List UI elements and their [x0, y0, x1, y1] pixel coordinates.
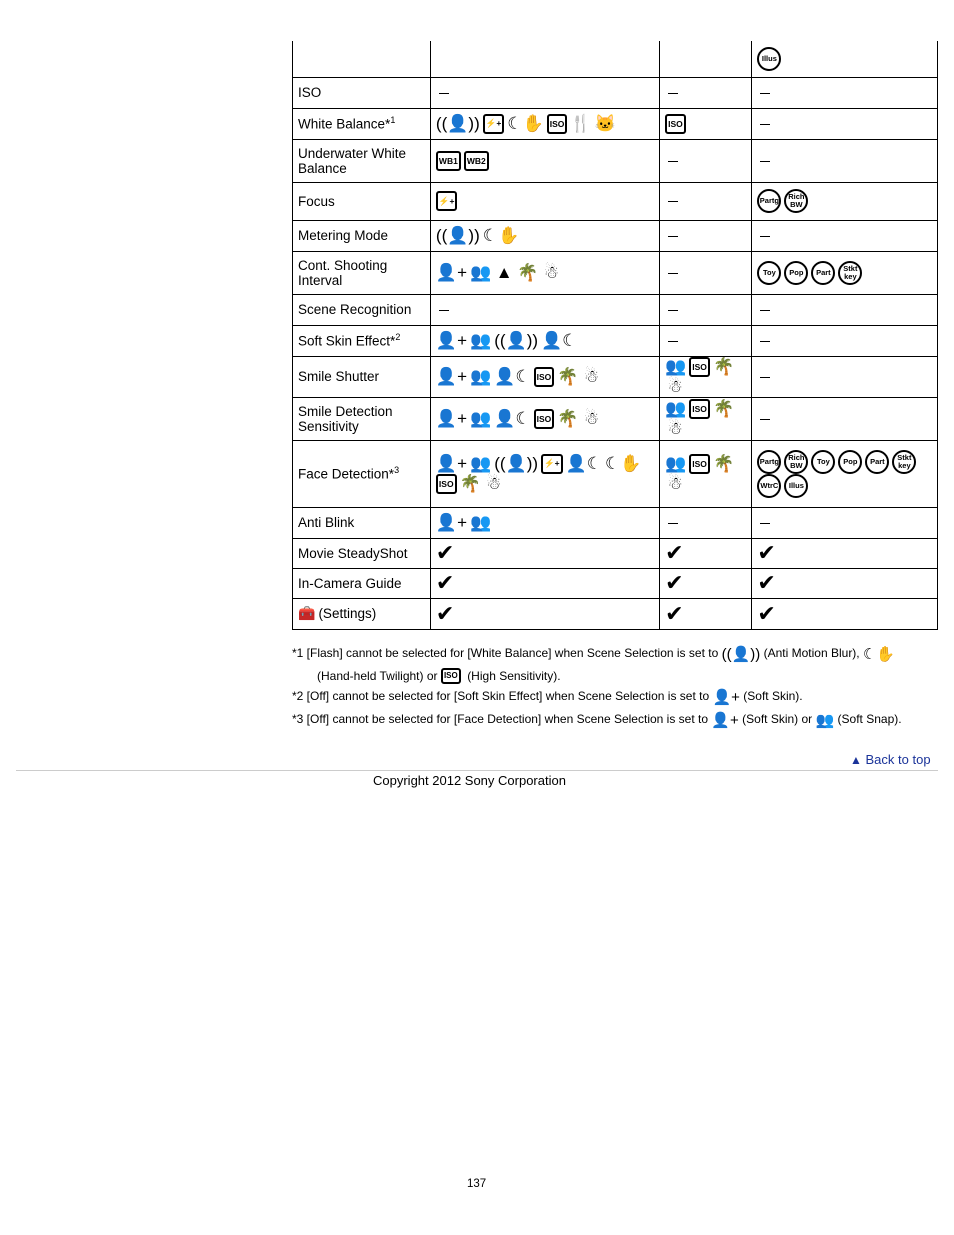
cell-c4 [752, 139, 938, 182]
scene-blank-icon: ☃ [543, 262, 559, 282]
scene-function-table [292, 41, 938, 630]
not-available-dash [668, 236, 678, 237]
cell-c3 [660, 440, 752, 507]
cell-c3 [660, 108, 752, 139]
scene-blank-icon: 👤☾ [541, 330, 578, 350]
scene-pop-icon: Pop [784, 261, 808, 285]
scene-wb1-icon: WB1 [436, 151, 461, 171]
scene-iso-icon: ISO [534, 367, 555, 387]
scene-iso-icon: ISO [689, 357, 710, 377]
cell-c4 [752, 598, 938, 629]
available-check-icon: ✔ [435, 570, 455, 595]
scene-iso-icon: ISO [665, 114, 686, 134]
row-label: White Balance*$^1$ [293, 108, 431, 139]
not-available-dash [668, 273, 678, 274]
scene-blank-icon: 🌴 [557, 366, 579, 386]
row-label: Anti Blink [293, 507, 431, 538]
high-sensitivity-icon: ISO [441, 668, 461, 684]
scene-blank-icon: 👤+ [435, 262, 468, 282]
row-label: Movie SteadyShot [293, 538, 431, 568]
soft-snap-icon: 👥 [815, 711, 835, 729]
soft-skin-icon: 👤+ [711, 711, 739, 729]
not-available-dash [760, 93, 770, 94]
row-label: ISO [293, 77, 431, 108]
soft-skin-icon: 👤+ [712, 689, 740, 706]
cell-c4 [752, 77, 938, 108]
available-check-icon: ✔ [665, 540, 684, 565]
not-available-dash [439, 93, 449, 94]
cell-c4 [752, 220, 938, 251]
row-label: In-Camera Guide [293, 568, 431, 598]
scene-blank-icon: ⚡+ [541, 454, 563, 474]
not-available-dash [668, 523, 678, 524]
scene-blank-icon: 🌴 [517, 262, 539, 282]
scene-blank-icon: 🐱 [594, 113, 616, 133]
cell-c4 [752, 251, 938, 294]
cell-c4 [752, 507, 938, 538]
cell-c4 [752, 538, 938, 568]
row-label [293, 41, 431, 77]
cell-c2 [430, 41, 659, 77]
page-number: 137 [467, 1178, 487, 1190]
scene-pop-icon: Pop [838, 450, 862, 474]
row-label: Cont. Shooting Interval [293, 251, 431, 294]
table-row [293, 538, 938, 568]
divider [16, 770, 938, 771]
cell-c4 [752, 108, 938, 139]
footnotes [292, 643, 940, 731]
cell-c4 [752, 182, 938, 220]
back-to-top-link[interactable]: ▲ Back to top [850, 752, 931, 767]
scene-stkt-key-icon: Stkt key [892, 450, 916, 474]
toolbox-icon: 🧰 [298, 605, 316, 621]
not-available-dash [668, 341, 678, 342]
cell-c3 [660, 220, 752, 251]
cell-c4 [752, 568, 938, 598]
scene-blank-icon: 🌴 [712, 453, 735, 473]
cell-c2 [430, 440, 659, 507]
table-row [293, 325, 938, 356]
table-row [293, 251, 938, 294]
cell-c2 [430, 538, 659, 568]
not-available-dash [760, 161, 770, 162]
scene-blank-icon: 👥 [665, 356, 687, 376]
cell-c3 [660, 538, 752, 568]
scene-blank-icon: 🌴 [459, 473, 481, 493]
footnote-1: *1 [Flash] cannot be selected for [White Balance] when Scene Selection is set to ((👤)) (Anti Motion Blur), ☾✋ [292, 643, 940, 666]
row-label: 🧰 (Settings) [293, 598, 431, 629]
scene-iso-icon: ISO [436, 474, 457, 494]
not-available-dash [439, 310, 449, 311]
scene-blank-icon: 👤+ [435, 512, 468, 532]
cell-c2 [430, 325, 659, 356]
up-triangle-icon: ▲ [850, 753, 862, 767]
cell-c3 [660, 356, 752, 397]
anti-motion-blur-icon: ((👤)) [721, 646, 761, 663]
scene-blank-icon: ☾✋ [482, 225, 520, 245]
cell-c2 [430, 139, 659, 182]
available-check-icon: ✔ [435, 600, 455, 626]
scene-blank-icon: 🌴 [712, 398, 735, 418]
cell-c3 [660, 294, 752, 325]
scene-stkt-key-icon: Stkt key [838, 261, 862, 285]
scene-blank-icon: ☃ [583, 366, 600, 386]
scene-iso-icon: ISO [534, 409, 555, 429]
not-available-dash [760, 310, 770, 311]
cell-c3 [660, 397, 752, 440]
available-check-icon: ✔ [665, 600, 684, 626]
cell-c3 [660, 568, 752, 598]
cell-c2 [430, 108, 659, 139]
cell-c4 [752, 41, 938, 77]
cell-c3 [660, 182, 752, 220]
available-check-icon: ✔ [757, 570, 776, 595]
row-label: Soft Skin Effect*$^2$ [293, 325, 431, 356]
cell-c2 [430, 220, 659, 251]
row-label: Smile Detection Sensitivity [293, 397, 431, 440]
scene-blank-icon: ☃ [583, 408, 600, 428]
cell-c2 [430, 251, 659, 294]
table-row [293, 598, 938, 629]
not-available-dash [668, 201, 678, 202]
scene-blank-icon: 👤☾ [494, 366, 531, 386]
not-available-dash [760, 124, 770, 125]
cell-c2 [430, 182, 659, 220]
scene-blank-icon: ⚡+ [436, 191, 458, 211]
scene-blank-icon: 👥 [665, 453, 687, 473]
scene-blank-icon: 👤+ [435, 366, 468, 386]
cell-c3 [660, 41, 752, 77]
scene-blank-icon: 👥 [470, 512, 492, 532]
scene-toy-icon: Toy [811, 450, 835, 474]
cell-c2 [430, 356, 659, 397]
row-label: Smile Shutter [293, 356, 431, 397]
not-available-dash [668, 161, 678, 162]
table-row [293, 568, 938, 598]
table-row [293, 139, 938, 182]
cell-c2 [430, 598, 659, 629]
footnote-2: *2 [Off] cannot be selected for [Soft Skin Effect] when Scene Selection is set to 👤+ (Soft Skin). [292, 686, 940, 709]
row-label: Focus [293, 182, 431, 220]
cell-c4 [752, 294, 938, 325]
scene-blank-icon: 👤+ [435, 330, 468, 350]
cell-c2 [430, 568, 659, 598]
hand-held-twilight-icon: ☾✋ [862, 646, 896, 663]
scene-blank-icon: ((👤)) [494, 330, 539, 350]
table-row [293, 294, 938, 325]
not-available-dash [760, 341, 770, 342]
scene-blank-icon: ☾✋ [507, 113, 544, 133]
cell-c3 [660, 507, 752, 538]
row-label: Scene Recognition [293, 294, 431, 325]
scene-blank-icon: 👤☾ [494, 408, 531, 428]
scene-iso-icon: ISO [689, 454, 710, 474]
cell-c3 [660, 139, 752, 182]
not-available-dash [668, 93, 678, 94]
not-available-dash [760, 419, 770, 420]
scene-wtrc-icon: WtrC [757, 474, 781, 498]
scene-blank-icon: 👥 [470, 366, 492, 386]
scene-blank-icon: 👥 [470, 262, 492, 282]
cell-c3 [660, 598, 752, 629]
scene-part-icon: Part [865, 450, 889, 474]
table-row [293, 397, 938, 440]
available-check-icon: ✔ [757, 600, 776, 626]
scene-rich-bw-icon: Rich BW [784, 189, 808, 213]
scene-blank-icon: ▲ [495, 262, 513, 282]
table-row [293, 77, 938, 108]
scene-partg-icon: Partg [757, 189, 781, 213]
cell-c3 [660, 77, 752, 108]
scene-blank-icon: ⚡+ [483, 114, 505, 134]
scene-blank-icon: ((👤)) [435, 225, 480, 245]
table-row [293, 507, 938, 538]
scene-blank-icon: 🍴 [570, 113, 592, 133]
scene-wb2-icon: WB2 [464, 151, 489, 171]
scene-rich-bw-icon: Rich BW [784, 450, 808, 474]
row-label: Metering Mode [293, 220, 431, 251]
scene-blank-icon: ☃ [667, 376, 683, 396]
cell-c4 [752, 356, 938, 397]
row-label: Underwater White Balance [293, 139, 431, 182]
available-check-icon: ✔ [757, 540, 776, 565]
scene-blank-icon: 🌴 [712, 356, 735, 376]
scene-blank-icon: ☾✋ [605, 453, 642, 473]
scene-part-icon: Part [811, 261, 835, 285]
cell-c4 [752, 325, 938, 356]
table-row [293, 356, 938, 397]
not-available-dash [668, 310, 678, 311]
table-row [293, 182, 938, 220]
scene-blank-icon: 👥 [470, 453, 492, 473]
scene-blank-icon: 👥 [470, 408, 492, 428]
cell-c2 [430, 77, 659, 108]
cell-c3 [660, 325, 752, 356]
scene-blank-icon: 👤+ [435, 453, 468, 473]
cell-c3 [660, 251, 752, 294]
scene-iso-icon: ISO [689, 399, 710, 419]
scene-illus-icon: Illus [757, 47, 781, 71]
footnote-3: *3 [Off] cannot be selected for [Face Detection] when Scene Selection is set to 👤+ (Soft Skin) or 👥 (Soft Snap). [292, 709, 940, 732]
cell-c4 [752, 440, 938, 507]
copyright: Copyright 2012 Sony Corporation [373, 773, 566, 788]
table-row [293, 440, 938, 507]
row-label: Face Detection*$^3$ [293, 440, 431, 507]
footnote-1-cont: (Hand-held Twilight) or ISO (High Sensitivity). [317, 668, 561, 683]
scene-blank-icon: 👥 [665, 398, 687, 418]
scene-blank-icon: ☃ [486, 473, 502, 493]
not-available-dash [760, 523, 770, 524]
not-available-dash [760, 236, 770, 237]
cell-c4 [752, 397, 938, 440]
scene-blank-icon: 👤+ [435, 408, 468, 428]
scene-blank-icon: 🌴 [557, 408, 579, 428]
table-row [293, 220, 938, 251]
scene-blank-icon: 👤☾ [565, 453, 602, 473]
cell-c2 [430, 397, 659, 440]
scene-toy-icon: Toy [757, 261, 781, 285]
scene-partg-icon: Partg [757, 450, 781, 474]
scene-blank-icon: 👥 [470, 330, 492, 350]
table-row [293, 108, 938, 139]
not-available-dash [760, 377, 770, 378]
cell-c2 [430, 294, 659, 325]
scene-blank-icon: ☃ [667, 473, 683, 493]
available-check-icon: ✔ [665, 570, 684, 595]
scene-blank-icon: ((👤)) [494, 453, 539, 473]
available-check-icon: ✔ [435, 540, 455, 565]
scene-illus-icon: Illus [784, 474, 808, 498]
scene-blank-icon: ((👤)) [435, 113, 480, 133]
cell-c2 [430, 507, 659, 538]
table-row [293, 41, 938, 77]
scene-iso-icon: ISO [547, 114, 568, 134]
scene-blank-icon: ☃ [667, 418, 683, 438]
